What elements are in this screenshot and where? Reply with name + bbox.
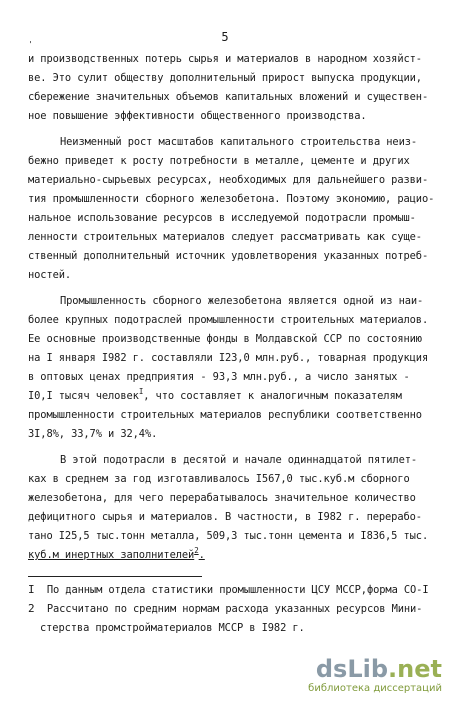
- text-line: Ее основные производственные фонды в Молдавской ССР по состоянию: [28, 333, 422, 345]
- text-line: ственный дополнительный источник удовлетворения указанных потреб-: [28, 250, 429, 262]
- footnote-ref: I: [138, 387, 144, 396]
- logo-tld: .net: [388, 655, 442, 683]
- footnote-marker: I: [28, 583, 35, 596]
- text-line: ное повышение эффективности общественного производства.: [28, 110, 367, 122]
- watermark-logo: [242, 656, 442, 682]
- logo-text: dsLib: [315, 655, 389, 683]
- text-line: тия промышленности сборного железобетона. Поэтому экономию, рацио-: [28, 193, 435, 205]
- text-line: ве. Это сулит обществу дополнительный прирост выпуска продукции,: [28, 72, 422, 84]
- text-line: и производственных потерь сырья и материалов в народном хозяйст-: [28, 53, 422, 65]
- text-fragment: , что составляет к аналогичным показателям: [143, 390, 402, 402]
- footnote-ref: 2: [194, 546, 199, 555]
- text-line: бежно приведет к росту потребности в металле, цементе и других: [28, 155, 410, 167]
- text-line: сбережение значительных объемов капитальных вложений и существен-: [28, 91, 429, 103]
- text-fragment: .: [198, 549, 205, 561]
- text-line: на I января I982 г. составляли I23,0 млн.руб., товарная продукция: [28, 352, 429, 364]
- watermark: [242, 656, 442, 696]
- footnote-1: [28, 584, 429, 596]
- text-line: Промышленность сборного железобетона является одной из наи-: [60, 295, 424, 307]
- text-line: тано I25,5 тыс.тонн металла, 509,3 тыс.тонн цемента и I836,5 тыс.: [28, 530, 429, 542]
- footnote-text: Рассчитано по средним нормам расхода указанных ресурсов Мини-: [46, 603, 423, 615]
- text-line: [28, 546, 205, 562]
- text-line: Неизменный рост масштабов капитального строительства неиз-: [60, 136, 418, 148]
- footnote-divider: [28, 576, 202, 577]
- text-line: В этой подотрасли в десятой и начале одиннадцатой пятилет-: [60, 454, 418, 466]
- text-line: ностей.: [28, 269, 72, 281]
- text-fragment: I0,I тысяч человек: [28, 390, 139, 402]
- footnote-2: [28, 603, 422, 615]
- text-line: железобетона, для чего перерабатывалось значительное количество: [28, 492, 416, 504]
- footnote-marker: 2: [28, 602, 35, 615]
- text-fragment: куб.м инертных заполнителей: [28, 549, 195, 561]
- text-line: промышленности строительных материалов республики соответственно: [28, 409, 422, 421]
- text-line: нальное использование ресурсов в исследуемой подотрасли промыш-: [28, 212, 416, 224]
- text-line: в оптовых ценах предприятия - 93,3 млн.руб., а число занятых -: [28, 371, 410, 383]
- footnote-2-continued: стерства промстройматериалов МССР в I982 г.: [40, 622, 305, 634]
- page-number: 5: [221, 30, 229, 44]
- watermark-subtitle: библиотека диссертаций: [308, 683, 442, 694]
- text-line: более крупных подотраслей промышленности строительных материалов.: [28, 314, 429, 326]
- text-line: дефицитного сырья и материалов. В частности, в I982 г. перерабо-: [28, 511, 422, 523]
- text-line: [28, 387, 402, 403]
- text-line: ках в среднем за год изготавливалось I567,0 тыс.куб.м сборного: [28, 473, 410, 485]
- text-line: 3I,8%, 33,7% и 32,4%.: [28, 428, 158, 440]
- text-line: ленности строительных материалов следует рассматривать как суще-: [28, 231, 422, 243]
- text-line: материально-сырьевых ресурсах, необходимых для дальнейшего разви-: [28, 174, 429, 186]
- footnote-text: По данным отдела статистики промышленности ЦСУ МССР,форма СО-I: [46, 584, 429, 596]
- margin-mark: ': [28, 40, 33, 49]
